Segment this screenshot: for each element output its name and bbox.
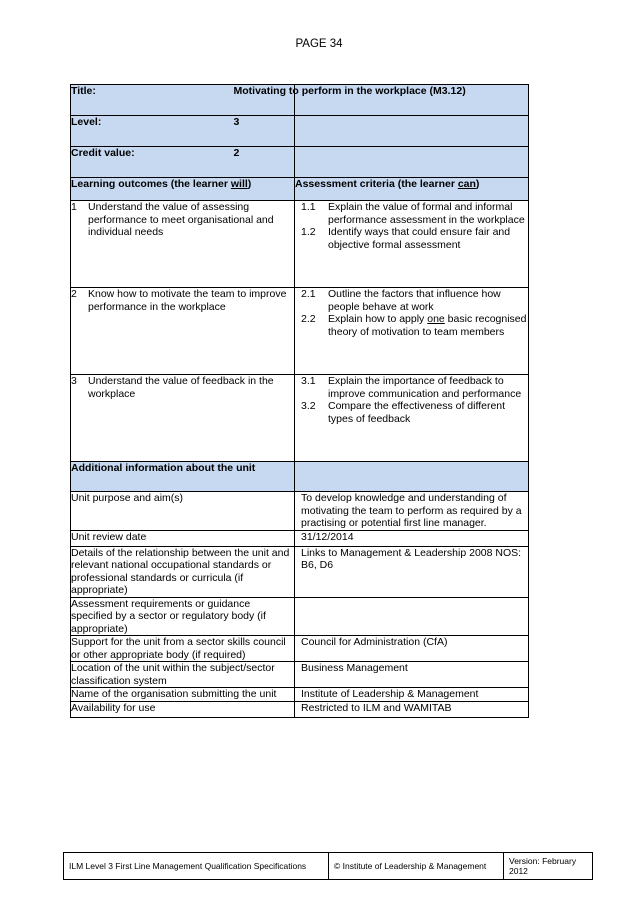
info-row-purpose <box>71 492 529 531</box>
info-value: Business Management <box>295 662 529 688</box>
criteria-cell <box>295 288 529 375</box>
info-label: Details of the relationship between the unit and relevant national occupational standards or professional standards or curricula (if appropriate) <box>71 546 295 597</box>
footer-version: Version: February 2012 <box>509 856 577 876</box>
info-value: Institute of Leadership & Management <box>295 688 529 702</box>
level-row <box>71 116 529 147</box>
additional-info-heading-blank <box>295 462 529 492</box>
learning-outcomes-heading: Learning outcomes (the learner will) <box>71 178 295 201</box>
credit-value: 2 <box>233 147 240 159</box>
info-value: 31/12/2014 <box>295 530 529 546</box>
info-label: Support for the unit from a sector skills council or other appropriate body (if required) <box>71 636 295 662</box>
credit-label-text: Credit value: <box>71 147 135 159</box>
info-label: Availability for use <box>71 701 295 717</box>
criterion-text: Explain how to apply one basic recognised theory of motivation to team members <box>328 313 527 338</box>
level-value: 3 <box>233 116 240 128</box>
credit-label <box>71 147 295 178</box>
outcome-text: Know how to motivate the team to improve performance in the workplace <box>88 288 287 313</box>
outcome-cell <box>71 375 295 462</box>
info-row-review-date <box>71 530 529 546</box>
page-number: PAGE 34 <box>295 38 343 50</box>
info-label: Location of the unit within the subject/sector classification system <box>71 662 295 688</box>
outcome-cell <box>71 288 295 375</box>
additional-info-heading: Additional information about the unit <box>71 462 295 492</box>
additional-info-header-row <box>71 462 529 492</box>
info-row-relationship <box>71 546 529 597</box>
criterion-text: Compare the effectiveness of different types of feedback <box>328 400 506 425</box>
info-value: To develop knowledge and understanding of motivating the team to perform as required by a practising or potential first line manager. <box>295 492 529 531</box>
level-label <box>71 116 295 147</box>
info-value: Restricted to ILM and WAMITAB <box>295 701 529 717</box>
unit-specification-table <box>70 84 529 718</box>
criteria-cell <box>295 201 529 288</box>
criterion-text: Outline the factors that influence how people behave at work <box>328 288 501 313</box>
criterion-number: 1.1 <box>301 201 316 213</box>
outcome-cell <box>71 201 295 288</box>
outcome-number: 3 <box>71 375 77 387</box>
credit-row <box>71 147 529 178</box>
info-label: Unit purpose and aim(s) <box>71 492 295 531</box>
footer-document-title: ILM Level 3 First Line Management Qualification Specifications <box>64 853 329 879</box>
info-label: Assessment requirements or guidance specified by a sector or regulatory body (if appropriate) <box>71 597 295 636</box>
criterion-text: Explain the importance of feedback to improve communication and performance <box>328 375 522 400</box>
criterion-number: 3.1 <box>301 375 316 387</box>
title-value: Motivating to perform in the workplace (M3.12) <box>233 85 466 97</box>
info-label: Name of the organisation submitting the unit <box>71 688 295 702</box>
footer-copyright: © Institute of Leadership & Management <box>329 853 504 879</box>
criterion-number: 3.2 <box>301 400 316 412</box>
info-row-support <box>71 636 529 662</box>
criteria-cell <box>295 375 529 462</box>
outcomes-header-row <box>71 178 529 201</box>
outcome-number: 2 <box>71 288 77 300</box>
assessment-criteria-heading: Assessment criteria (the learner can) <box>295 178 529 201</box>
criterion-number: 2.2 <box>301 313 316 325</box>
outcome-row-2 <box>71 288 529 375</box>
outcome-number: 1 <box>71 201 77 213</box>
title-label-text: Title: <box>71 85 96 97</box>
outcome-text: Understand the value of feedback in the workplace <box>88 375 274 400</box>
outcome-row-1 <box>71 201 529 288</box>
criterion-number: 2.1 <box>301 288 316 300</box>
info-value <box>295 597 529 636</box>
page-footer <box>63 852 593 880</box>
title-row <box>71 85 529 116</box>
info-row-location <box>71 662 529 688</box>
info-row-availability <box>71 701 529 717</box>
criterion-number: 1.2 <box>301 226 316 238</box>
info-label: Unit review date <box>71 530 295 546</box>
criterion-text: Explain the value of formal and informal performance assessment in the workplace <box>328 201 525 226</box>
outcome-row-3 <box>71 375 529 462</box>
credit-value-cell <box>295 147 529 178</box>
info-value: Council for Administration (CfA) <box>295 636 529 662</box>
criterion-text: Identify ways that could ensure fair and objective formal assessment <box>328 226 511 251</box>
info-row-assessment-requirements <box>71 597 529 636</box>
title-label <box>71 85 466 116</box>
info-value: Links to Management & Leadership 2008 NOS: B6, D6 <box>295 546 529 597</box>
level-value-cell <box>295 116 529 147</box>
level-label-text: Level: <box>71 116 102 128</box>
info-row-organisation <box>71 688 529 702</box>
outcome-text: Understand the value of assessing performance to meet organisational and individual needs <box>88 201 274 238</box>
